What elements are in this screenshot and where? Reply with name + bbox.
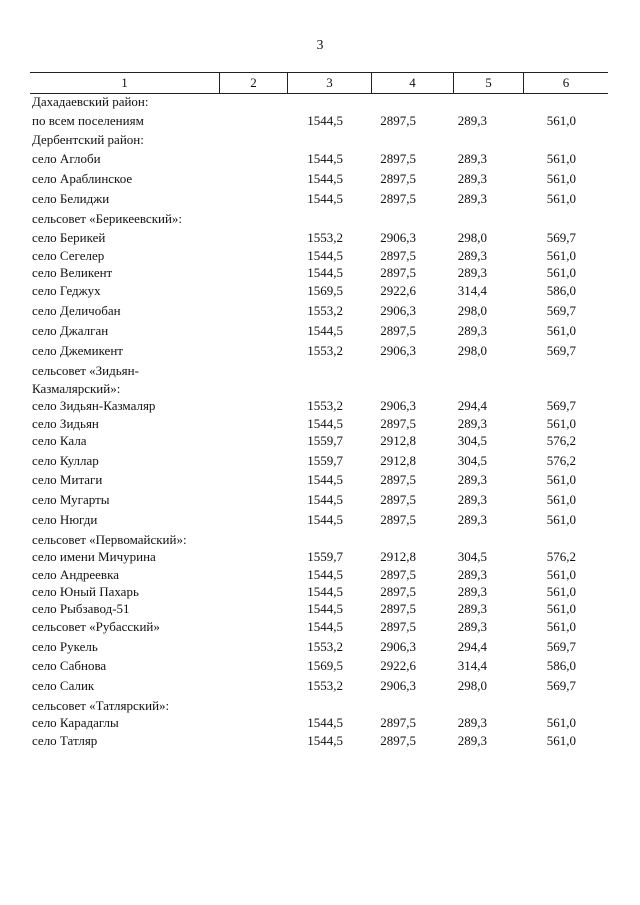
- cell-col-5: 294,4: [457, 639, 487, 654]
- column-header-2: 2: [220, 73, 288, 93]
- cell-col-5: 289,3: [457, 248, 487, 263]
- row-name: село имени Мичурина: [32, 549, 156, 564]
- cell-col-3: 1544,5: [307, 619, 343, 634]
- cell-col-6: 561,0: [546, 171, 576, 186]
- cell-col-6: 561,0: [546, 512, 576, 527]
- cell-col-3: 1559,7: [307, 549, 343, 564]
- cell-col-6: 576,2: [546, 433, 576, 448]
- cell-col-5: 289,3: [457, 567, 487, 582]
- cell-col-6: 561,0: [546, 416, 576, 431]
- cell-col-6: 561,0: [546, 619, 576, 634]
- table-row: [0, 432, 640, 450]
- cell-col-4: 2897,5: [380, 492, 416, 507]
- cell-col-5: 289,3: [457, 512, 487, 527]
- cell-col-4: 2912,8: [380, 549, 416, 564]
- row-name: село Джемикент: [32, 343, 123, 358]
- row-name: село Деличобан: [32, 303, 121, 318]
- cell-col-6: 569,7: [546, 678, 576, 693]
- cell-col-4: 2906,3: [380, 678, 416, 693]
- cell-col-5: 289,3: [457, 733, 487, 748]
- cell-col-5: 289,3: [457, 619, 487, 634]
- row-name: село Белиджи: [32, 191, 110, 206]
- cell-col-3: 1544,5: [307, 715, 343, 730]
- row-name: село Юный Пахарь: [32, 584, 139, 599]
- cell-col-5: 289,3: [457, 191, 487, 206]
- cell-col-6: 561,0: [546, 248, 576, 263]
- column-header-3: 3: [288, 73, 372, 93]
- cell-col-6: 576,2: [546, 453, 576, 468]
- cell-col-6: 586,0: [546, 658, 576, 673]
- column-header-5: 5: [454, 73, 524, 93]
- row-name: Дахадаевский район:: [32, 94, 149, 109]
- cell-col-3: 1544,5: [307, 191, 343, 206]
- table-row: [0, 452, 640, 470]
- cell-col-6: 561,0: [546, 113, 576, 128]
- row-name: село Берикей: [32, 230, 106, 245]
- row-name: село Зидьян-Казмаляр: [32, 398, 156, 413]
- cell-col-6: 561,0: [546, 733, 576, 748]
- cell-col-4: 2906,3: [380, 230, 416, 245]
- cell-col-3: 1544,5: [307, 248, 343, 263]
- page-number: 3: [316, 38, 324, 53]
- cell-col-5: 289,3: [457, 584, 487, 599]
- cell-col-4: 2906,3: [380, 639, 416, 654]
- cell-col-5: 298,0: [457, 230, 487, 245]
- table-row: [0, 342, 640, 360]
- cell-col-3: 1553,2: [307, 343, 343, 358]
- table-row: [0, 264, 640, 282]
- cell-col-4: 2897,5: [380, 265, 416, 280]
- cell-col-3: 1544,5: [307, 151, 343, 166]
- row-name: село Салик: [32, 678, 95, 693]
- cell-col-4: 2897,5: [380, 151, 416, 166]
- row-name: Дербентский район:: [32, 132, 144, 147]
- cell-col-4: 2897,5: [380, 601, 416, 616]
- cell-col-3: 1553,2: [307, 639, 343, 654]
- table-row: [0, 677, 640, 695]
- table-row: [0, 229, 640, 247]
- cell-col-5: 289,3: [457, 416, 487, 431]
- row-name: сельсовет «Зидьян-: [32, 363, 139, 378]
- cell-col-4: 2897,5: [380, 619, 416, 634]
- cell-col-5: 304,5: [457, 433, 487, 448]
- row-name: село Карадаглы: [32, 715, 119, 730]
- cell-col-3: 1544,5: [307, 265, 343, 280]
- cell-col-4: 2897,5: [380, 323, 416, 338]
- cell-col-3: 1544,5: [307, 171, 343, 186]
- cell-col-4: 2897,5: [380, 512, 416, 527]
- cell-col-6: 561,0: [546, 715, 576, 730]
- cell-col-4: 2897,5: [380, 171, 416, 186]
- cell-col-6: 561,0: [546, 601, 576, 616]
- column-header-1: 1: [30, 73, 220, 93]
- row-name: село Сегелер: [32, 248, 105, 263]
- cell-col-3: 1553,2: [307, 678, 343, 693]
- row-name: сельсовет «Берикеевский»:: [32, 211, 183, 226]
- cell-col-3: 1553,2: [307, 398, 343, 413]
- cell-col-5: 298,0: [457, 343, 487, 358]
- table-row: [0, 732, 640, 750]
- cell-col-5: 289,3: [457, 601, 487, 616]
- table-row: [0, 714, 640, 732]
- column-header-6: 6: [562, 75, 570, 90]
- cell-col-3: 1569,5: [307, 283, 343, 298]
- cell-col-4: 2897,5: [380, 191, 416, 206]
- row-name: село Татляр: [32, 733, 98, 748]
- cell-col-6: 586,0: [546, 283, 576, 298]
- cell-col-4: 2922,6: [380, 658, 416, 673]
- cell-col-3: 1553,2: [307, 303, 343, 318]
- cell-col-5: 289,3: [457, 265, 487, 280]
- cell-col-6: 561,0: [546, 472, 576, 487]
- table-row: [0, 210, 640, 228]
- cell-col-5: 314,4: [457, 283, 487, 298]
- table-row: [0, 362, 640, 380]
- row-name: село Кала: [32, 433, 87, 448]
- table-row: [0, 583, 640, 601]
- cell-col-4: 2897,5: [380, 584, 416, 599]
- cell-col-4: 2922,6: [380, 283, 416, 298]
- table-row: [0, 618, 640, 636]
- row-name: село Зидьян: [32, 416, 99, 431]
- cell-col-4: 2897,5: [380, 715, 416, 730]
- cell-col-4: 2897,5: [380, 248, 416, 263]
- cell-col-5: 298,0: [457, 678, 487, 693]
- cell-col-5: 289,3: [457, 323, 487, 338]
- cell-col-4: 2897,5: [380, 733, 416, 748]
- table-header: [30, 72, 608, 94]
- cell-col-4: 2912,8: [380, 453, 416, 468]
- row-name: село Куллар: [32, 453, 99, 468]
- cell-col-5: 294,4: [457, 398, 487, 413]
- cell-col-5: 289,3: [457, 151, 487, 166]
- row-name: село Сабнова: [32, 658, 107, 673]
- table-row: [0, 150, 640, 168]
- cell-col-3: 1544,5: [307, 567, 343, 582]
- table-row: [0, 190, 640, 208]
- cell-col-6: 561,0: [546, 567, 576, 582]
- table-row: [0, 131, 640, 149]
- row-name: село Араблинское: [32, 171, 133, 186]
- cell-col-6: 561,0: [546, 492, 576, 507]
- row-name: Казмалярский»:: [32, 381, 121, 396]
- cell-col-3: 1544,5: [307, 323, 343, 338]
- cell-col-3: 1544,5: [307, 113, 343, 128]
- cell-col-4: 2897,5: [380, 472, 416, 487]
- table-row: [0, 282, 640, 300]
- cell-col-3: 1544,5: [307, 601, 343, 616]
- row-name: село Андреевка: [32, 567, 119, 582]
- table-row: [0, 511, 640, 529]
- cell-col-5: 298,0: [457, 303, 487, 318]
- cell-col-4: 2912,8: [380, 433, 416, 448]
- column-header-4: 4: [372, 73, 454, 93]
- cell-col-3: 1569,5: [307, 658, 343, 673]
- table-row: [0, 93, 640, 111]
- cell-col-3: 1544,5: [307, 733, 343, 748]
- cell-col-3: 1559,7: [307, 453, 343, 468]
- table-row: [0, 380, 640, 398]
- row-name: сельсовет «Рубасский»: [32, 619, 160, 634]
- cell-col-4: 2906,3: [380, 343, 416, 358]
- cell-col-5: 304,5: [457, 453, 487, 468]
- table-row: [0, 112, 640, 130]
- cell-col-5: 289,3: [457, 715, 487, 730]
- row-name: село Нюгди: [32, 512, 98, 527]
- cell-col-6: 561,0: [546, 584, 576, 599]
- table-row: [0, 638, 640, 656]
- cell-col-4: 2897,5: [380, 113, 416, 128]
- cell-col-3: 1544,5: [307, 512, 343, 527]
- row-name: село Рукель: [32, 639, 98, 654]
- cell-col-5: 304,5: [457, 549, 487, 564]
- table-row: [0, 415, 640, 433]
- table-row: [0, 397, 640, 415]
- table-row: [0, 170, 640, 188]
- cell-col-6: 569,7: [546, 343, 576, 358]
- cell-col-3: 1544,5: [307, 492, 343, 507]
- row-name: село Митаги: [32, 472, 103, 487]
- table-row: [0, 491, 640, 509]
- cell-col-5: 289,3: [457, 113, 487, 128]
- cell-col-6: 561,0: [546, 265, 576, 280]
- cell-col-6: 569,7: [546, 303, 576, 318]
- table-row: [0, 566, 640, 584]
- cell-col-6: 561,0: [546, 323, 576, 338]
- table-row: [0, 531, 640, 549]
- row-name: по всем поселениям: [32, 113, 144, 128]
- row-name: сельсовет «Татлярский»:: [32, 698, 170, 713]
- cell-col-3: 1553,2: [307, 230, 343, 245]
- table-row: [0, 548, 640, 566]
- cell-col-6: 561,0: [546, 191, 576, 206]
- row-name: сельсовет «Первомайский»:: [32, 532, 187, 547]
- cell-col-3: 1544,5: [307, 584, 343, 599]
- cell-col-5: 314,4: [457, 658, 487, 673]
- cell-col-6: 569,7: [546, 230, 576, 245]
- table-row: [0, 697, 640, 715]
- row-name: село Мугарты: [32, 492, 110, 507]
- cell-col-3: 1559,7: [307, 433, 343, 448]
- table-row: [0, 657, 640, 675]
- table-row: [0, 302, 640, 320]
- cell-col-4: 2897,5: [380, 567, 416, 582]
- row-name: село Рыбзавод-51: [32, 601, 130, 616]
- cell-col-4: 2906,3: [380, 398, 416, 413]
- row-name: село Великент: [32, 265, 113, 280]
- row-name: село Геджух: [32, 283, 101, 298]
- table-row: [0, 247, 640, 265]
- row-name: село Джалган: [32, 323, 109, 338]
- table-row: [0, 600, 640, 618]
- cell-col-4: 2906,3: [380, 303, 416, 318]
- cell-col-3: 1544,5: [307, 472, 343, 487]
- table-row: [0, 322, 640, 340]
- cell-col-6: 569,7: [546, 398, 576, 413]
- cell-col-5: 289,3: [457, 472, 487, 487]
- cell-col-5: 289,3: [457, 492, 487, 507]
- cell-col-4: 2897,5: [380, 416, 416, 431]
- table-row: [0, 471, 640, 489]
- cell-col-3: 1544,5: [307, 416, 343, 431]
- cell-col-6: 561,0: [546, 151, 576, 166]
- cell-col-6: 576,2: [546, 549, 576, 564]
- cell-col-6: 569,7: [546, 639, 576, 654]
- row-name: село Аглоби: [32, 151, 101, 166]
- cell-col-5: 289,3: [457, 171, 487, 186]
